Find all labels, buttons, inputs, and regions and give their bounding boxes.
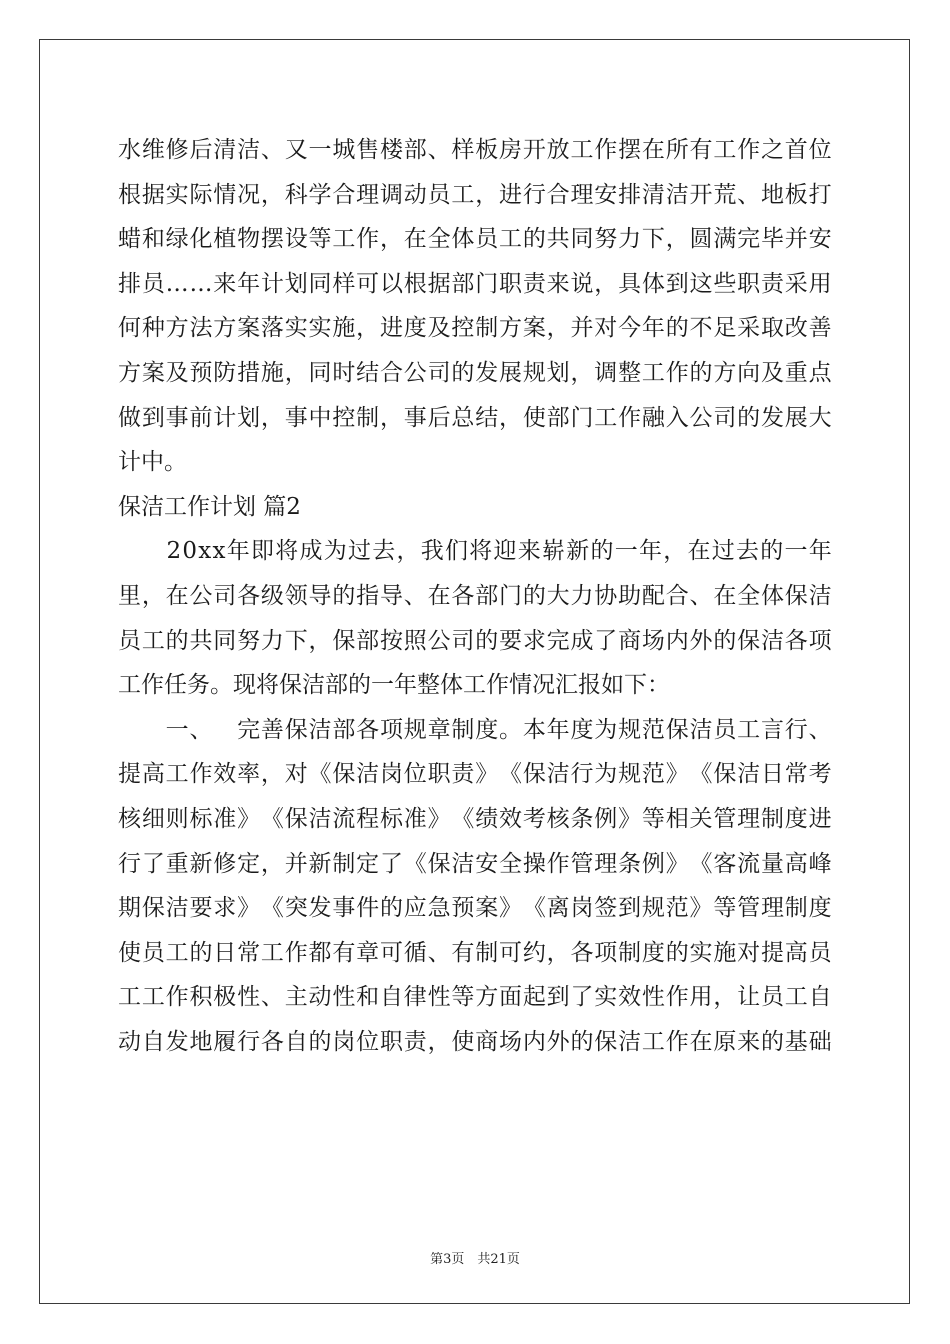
text-line: 期 保 洁 要 求 》 《 突 发 事 件 的 应 急 预 案 》 《 离 岗 签 到 规 范 》 等 管 理 制 度 (118, 895, 832, 922)
page-number-footer: 第3页 共21页 (430, 1252, 520, 1267)
section-heading: 保洁工作计划 篇2 (118, 493, 301, 520)
text-line: 行 了 重 新 修 定 ， 并 新 制 定 了 《 保 洁 安 全 操 作 管 理 条 例 》 《 客 流 量 高 峰 (118, 850, 832, 877)
text-line: 2 0 x x 年 即 将 成 为 过 去 ， 我 们 将 迎 来 崭 新 的 一 年 ， 在 过 去 的 一 年 (166, 538, 832, 565)
text-line: 工 工 作 积 极 性 、 主 动 性 和 自 律 性 等 方 面 起 到 了 实 效 性 作 用 ， 让 员 工 自 (118, 984, 832, 1011)
text-line: 工作任务。现将保洁部的一年整体工作情况汇报如下： (118, 672, 670, 699)
document-body (118, 128, 832, 1064)
text-line: 何 种 方 法 方 案 落 实 实 施 ， 进 度 及 控 制 方 案 ， 并 对 今 年 的 不 足 采 取 改 善 (118, 315, 832, 342)
text-line: 里 ， 在 公 司 各 级 领 导 的 指 导 、 在 各 部 门 的 大 力 协 助 配 合 、 在 全 体 保 洁 (118, 582, 832, 609)
text-line: 核 细 则 标 准 》 《 保 洁 流 程 标 准 》 《 绩 效 考 核 条 例 》 等 相 关 管 理 制 度 进 (118, 805, 832, 832)
text-line: 方 案 及 预 防 措 施 ， 同 时 结 合 公 司 的 发 展 规 划 ， 调 整 工 作 的 方 向 及 重 点 (118, 359, 832, 386)
text-line: 动 自 发 地 履 行 各 自 的 岗 位 职 责 ， 使 商 场 内 外 的 保 洁 工 作 在 原 来 的 基 础 (118, 1028, 832, 1055)
text-line: 蜡 和 绿 化 植 物 摆 设 等 工 作 ， 在 全 体 员 工 的 共 同 努 力 下 ， 圆 满 完 毕 并 安 (118, 226, 832, 253)
text-line: 计中。 (118, 449, 187, 476)
text-line: 水 维 修 后 清 洁 、 又 一 城 售 楼 部 、 样 板 房 开 放 工 作 摆 在 所 有 工 作 之 首 位 (118, 137, 832, 163)
text-line: 排 员 … … 来 年 计 划 同 样 可 以 根 据 部 门 职 责 来 说 ， 具 体 到 这 些 职 责 采 用 (118, 270, 832, 297)
text-line: 一 、 完 善 保 洁 部 各 项 规 章 制 度 。 本 年 度 为 规 范 保 洁 员 工 言 行 、 (165, 716, 832, 743)
text-line: 使 员 工 的 日 常 工 作 都 有 章 可 循 、 有 制 可 约 ， 各 项 制 度 的 实 施 对 提 高 员 (118, 939, 832, 966)
text-line: 提 高 工 作 效 率 ， 对 《 保 洁 岗 位 职 责 》 《 保 洁 行 为 规 范 》 《 保 洁 日 常 考 (118, 761, 832, 788)
text-line: 做 到 事 前 计 划 ， 事 中 控 制 ， 事 后 总 结 ， 使 部 门 工 作 融 入 公 司 的 发 展 大 (118, 404, 832, 431)
text-line: 根 据 实 际 情 况 ， 科 学 合 理 调 动 员 工 ， 进 行 合 理 安 排 清 洁 开 荒 、 地 板 打 (118, 181, 832, 208)
text-line: 员 工 的 共 同 努 力 下 ， 保 部 按 照 公 司 的 要 求 完 成 了 商 场 内 外 的 保 洁 各 项 (118, 627, 832, 654)
